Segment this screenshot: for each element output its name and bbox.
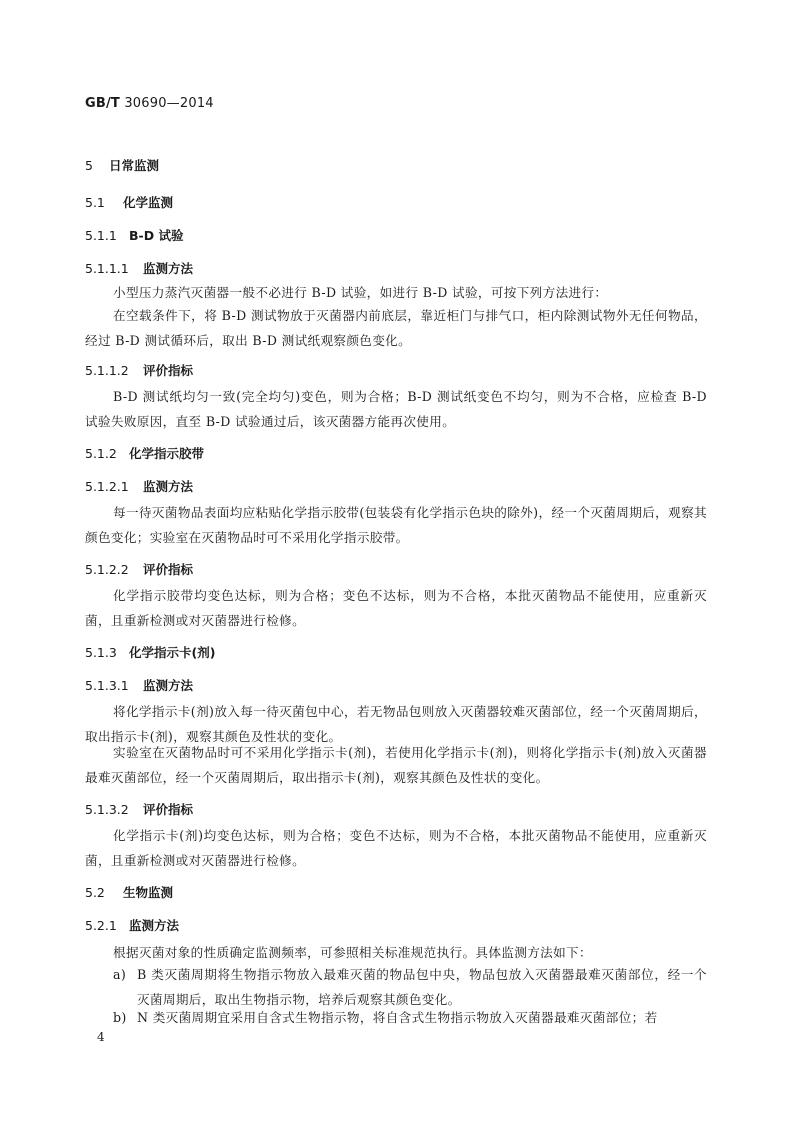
heading-title: 化学指示卡(剂) [129, 645, 216, 660]
heading-5-1 [85, 193, 173, 211]
heading-number: 5.1.3 [85, 645, 117, 660]
list-item-text: B 类灭菌周期将生物指示物放入最难灭菌的物品包中央，物品包放入灭菌器最难灭菌部位，经一个灭菌周期后，取出生物指示物，培养后观察其颜色变化。 [137, 967, 707, 1007]
heading-5-1-2-2 [85, 560, 193, 578]
list-item-text: N 类灭菌周期宜采用自含式生物指示物，将自含式生物指示物放入灭菌器最难灭菌部位；若 [137, 1010, 658, 1025]
heading-5-1-2-1 [85, 477, 193, 495]
list-marker: a) [113, 967, 127, 982]
heading-title: 日常监测 [109, 158, 160, 173]
heading-title: 化学监测 [123, 195, 174, 210]
heading-number: 5.2 [85, 885, 105, 900]
paragraph: 每一待灭菌物品表面均应粘贴化学指示胶带(包装袋有化学指示色块的除外)，经一个灭菌周期后，观察其颜色变化；实验室在灭菌物品时可不采用化学指示胶带。 [85, 505, 707, 545]
paragraph: 在空载条件下，将 B-D 测试物放于灭菌器内前底层，靠近柜门与排气口，柜内除测试物外无任何物品，经过 B-D 测试循环后，取出 B-D 测试纸观察颜色变化。 [85, 308, 707, 348]
heading-number: 5.1.1.2 [85, 363, 129, 378]
heading-title: 评价指标 [143, 363, 194, 378]
heading-number: 5.1.1 [85, 228, 117, 243]
paragraph: 化学指示卡(剂)均变色达标，则为合格；变色不达标，则为不合格，本批灭菌物品不能使用，应重新灭菌，且重新检测或对灭菌器进行检修。 [85, 828, 707, 868]
heading-number: 5.1.3.1 [85, 678, 129, 693]
heading-title: 监测方法 [143, 261, 194, 276]
heading-5-1-1-1 [85, 259, 193, 277]
heading-5-2-1 [85, 916, 179, 934]
heading-5-1-3-2 [85, 800, 193, 818]
heading-number: 5.1.2.2 [85, 562, 129, 577]
paragraph: 小型压力蒸汽灭菌器一般不必进行 B-D 试验，如进行 B-D 试验，可按下列方法进行： [113, 285, 608, 300]
heading-title: 监测方法 [129, 918, 180, 933]
standard-code-header [85, 96, 214, 111]
heading-number: 5.1.2.1 [85, 479, 129, 494]
heading-number: 5.2.1 [85, 918, 117, 933]
heading-5-1-1-2 [85, 361, 193, 379]
heading-5-1-3-1 [85, 676, 193, 694]
list-item [85, 1005, 707, 1030]
heading-number: 5.1.1.1 [85, 261, 129, 276]
heading-5-1-3 [85, 643, 215, 661]
heading-title: 评价指标 [143, 802, 194, 817]
heading-5-1-2 [85, 444, 204, 462]
heading-title: 评价指标 [143, 562, 194, 577]
heading-title: B-D 试验 [129, 228, 184, 243]
heading-number: 5.1 [85, 195, 105, 210]
paragraph: 实验室在灭菌物品时可不采用化学指示卡(剂)，若使用化学指示卡(剂)，则将化学指示卡(剂)放入灭菌器最难灭菌部位，经一个灭菌周期后，取出指示卡(剂)，观察其颜色及性状的变化。 [85, 745, 707, 785]
heading-5-1-1 [85, 226, 183, 244]
heading-5 [85, 156, 159, 174]
list-marker: b) [113, 1010, 127, 1025]
paragraph: 化学指示胶带均变色达标，则为合格；变色不达标，则为不合格，本批灭菌物品不能使用，应重新灭菌，且重新检测或对灭菌器进行检修。 [85, 588, 707, 628]
heading-title: 监测方法 [143, 479, 194, 494]
page-number: 4 [97, 1030, 105, 1044]
standard-code-prefix: GB/T [85, 96, 120, 111]
heading-number: 5.1.2 [85, 446, 117, 461]
standard-code-number: 30690—2014 [120, 96, 214, 111]
heading-title: 监测方法 [143, 678, 194, 693]
paragraph: B-D 测试纸均匀一致(完全均匀)变色，则为合格；B-D 测试纸变色不均匀，则为不合格，应检查 B-D 试验失败原因，直至 B-D 试验通过后，该灭菌器方能再次使用。 [85, 389, 707, 429]
paragraph: 将化学指示卡(剂)放入每一待灭菌包中心，若无物品包则放入灭菌器较难灭菌部位，经一个灭菌周期后，取出指示卡(剂)，观察其颜色及性状的变化。 [85, 704, 707, 744]
heading-title: 生物监测 [123, 885, 174, 900]
heading-number: 5.1.3.2 [85, 802, 129, 817]
heading-title: 化学指示胶带 [129, 446, 205, 461]
heading-number: 5 [85, 158, 93, 173]
paragraph: 根据灭菌对象的性质确定监测频率，可参照相关标准规范执行。具体监测方法如下： [113, 945, 592, 960]
heading-5-2 [85, 883, 173, 901]
